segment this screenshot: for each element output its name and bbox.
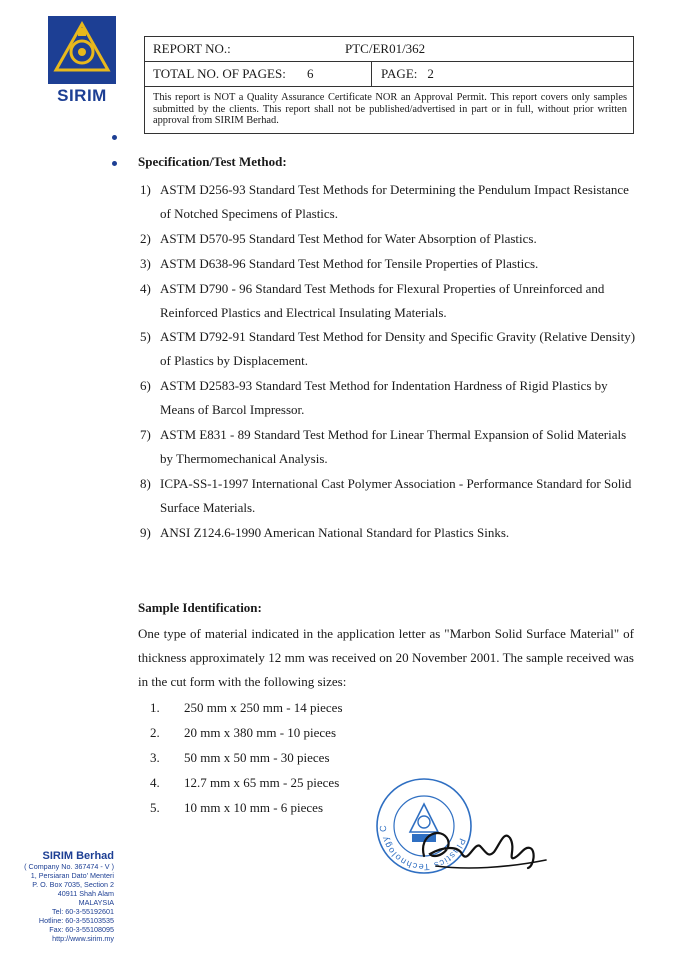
handwritten-signature-icon [416, 816, 556, 876]
spec-section-title: Specification/Test Method: [138, 154, 287, 169]
spec-item-text: ASTM D790 - 96 Standard Test Methods for Flexural Properties of Unreinforced and Reinforced Plastics and Electrical Insulating Materials. [160, 281, 605, 320]
report-number-row [145, 37, 633, 62]
size-item-text: 20 mm x 380 mm - 10 pieces [184, 725, 337, 740]
size-item-text: 12.7 mm x 65 mm - 25 pieces [184, 775, 340, 790]
spec-item-text: ASTM D792-91 Standard Test Method for Density and Specific Gravity (Relative Density) of Plastics by Displacement. [160, 329, 636, 368]
footer-line: Tel: 60-3-55192601 [52, 907, 114, 916]
footer-line: P. O. Box 7035, Section 2 [32, 880, 114, 889]
spec-item-number: 6) [140, 378, 151, 393]
footer-line: Hotline: 60-3-55103535 [38, 916, 114, 925]
spec-item-number: 9) [140, 525, 151, 540]
sample-paragraph: One type of material indicated in the application letter as "Marbon Solid Surface Material" of thickness approximately 12 mm was received on 20 November 2001. The sample received was in the cut form with the following sizes: [138, 626, 634, 689]
pages-row [145, 62, 633, 87]
spec-item-text: ICPA-SS-1-1997 International Cast Polymer Association - Performance Standard for Solid Surface Materials. [160, 476, 632, 515]
spec-item-number: 8) [140, 476, 151, 491]
page-value: 2 [427, 66, 434, 81]
total-pages-value: 6 [307, 66, 314, 81]
spec-item-text: ASTM D2583-93 Standard Test Method for Indentation Hardness of Rigid Plastics by Means of Barcol Impressor. [160, 378, 608, 417]
page-cell [381, 66, 434, 82]
report-no-value: PTC/ER01/362 [345, 41, 426, 56]
disclaimer-text: This report is NOT a Quality Assurance Certificate NOR an Approval Permit. This report covers only samples submitted by the clients. This report shall not be published/advertised in part or in full, without prior written approval from SIRIM Berhad. [153, 92, 627, 126]
disclaimer-row [145, 87, 633, 133]
size-item-number: 5. [150, 800, 160, 815]
size-item-text: 50 mm x 50 mm - 30 pieces [184, 750, 330, 765]
page-label: PAGE: [381, 66, 418, 81]
company-footer [14, 850, 114, 943]
margin-dot [112, 161, 117, 166]
footer-line: Fax: 60-3-55108095 [49, 925, 114, 934]
spec-item-number: 3) [140, 256, 151, 271]
sirim-logo [44, 14, 120, 106]
size-item-number: 2. [150, 725, 160, 740]
spec-item-number: 2) [140, 231, 151, 246]
spec-item-number: 4) [140, 281, 151, 296]
spec-item-text: ASTM D638-96 Standard Test Method for Tensile Properties of Plastics. [160, 256, 539, 271]
total-pages-label: TOTAL NO. OF PAGES: [153, 66, 286, 81]
signature [416, 816, 556, 876]
margin-dot [112, 135, 117, 140]
spec-item-text: ASTM E831 - 89 Standard Test Method for Linear Thermal Expansion of Solid Materials by Thermomechanical Analysis. [160, 427, 627, 466]
sample-section-title: Sample Identification: [138, 600, 262, 615]
size-item-number: 3. [150, 750, 160, 765]
report-no-label: REPORT NO.: [153, 41, 231, 56]
footer-line: ( Company No. 367474 - V ) [24, 862, 114, 871]
spec-item-text: ASTM D570-95 Standard Test Method for Water Absorption of Plastics. [160, 231, 537, 246]
footer-company-name: SIRIM Berhad [42, 850, 114, 862]
report-header-box [144, 36, 634, 134]
size-item-number: 4. [150, 775, 160, 790]
footer-line: 1, Persiaran Dato' Menteri [30, 871, 114, 880]
spec-item-number: 1) [140, 182, 151, 197]
footer-line: 40911 Shah Alam [57, 889, 114, 898]
sirim-brand-text: SIRIM [57, 86, 107, 105]
sirim-flask-gear-logo-icon [44, 14, 120, 86]
footer-website-link[interactable]: http://www.sirim.my [52, 934, 114, 943]
total-pages-cell [145, 62, 372, 86]
spec-item-text: ANSI Z124.6-1990 American National Standard for Plastics Sinks. [160, 525, 510, 540]
size-item-text: 250 mm x 250 mm - 14 pieces [184, 700, 343, 715]
stamp-text: Plastics Technology C [377, 824, 468, 873]
footer-line: MALAYSIA [78, 898, 114, 907]
spec-item-number: 5) [140, 329, 151, 344]
spec-item-text: ASTM D256-93 Standard Test Methods for Determining the Pendulum Impact Resistance of Notched Specimens of Plastics. [160, 182, 629, 221]
spec-item-number: 7) [140, 427, 151, 442]
size-item-number: 1. [150, 700, 160, 715]
size-item-text: 10 mm x 10 mm - 6 pieces [184, 800, 324, 815]
